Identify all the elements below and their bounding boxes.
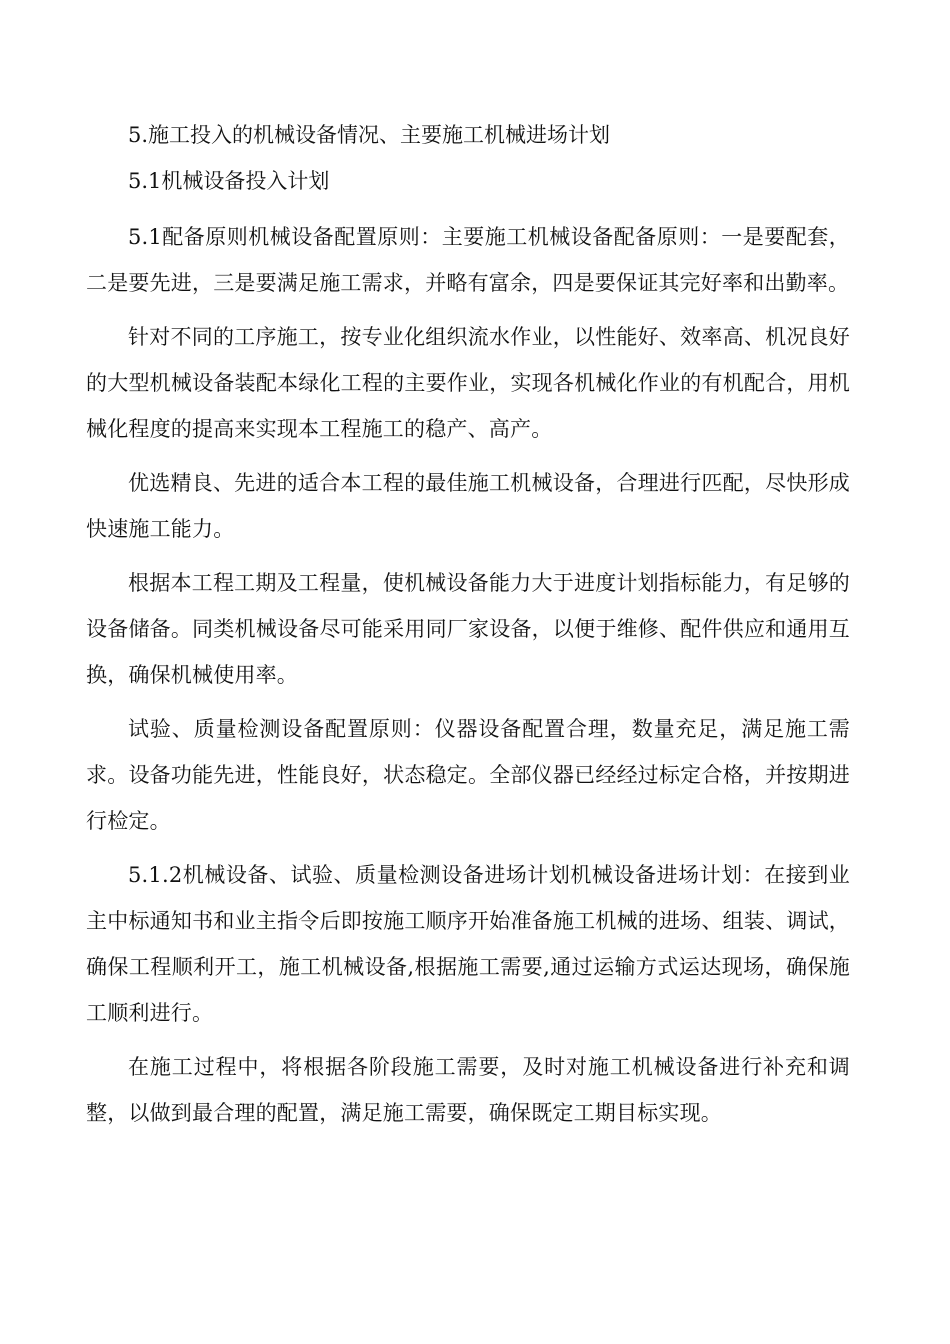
paragraph-adjustment: 在施工过程中，将根据各阶段施工需要，及时对施工机械设备进行补充和调整，以做到最合理的配置，满足施工需要，确保既定工期目标实现。	[86, 1055, 850, 1125]
paragraph-equipment-capacity: 根据本工程工期及工程量，使机械设备能力大于进度计划指标能力，有足够的设备储备。同类机械设备尽可能采用同厂家设备，以便于维修、配件供应和通用互换，确保机械使用率。	[86, 571, 850, 687]
document-body	[86, 112, 850, 1136]
section-title: 5.施工投入的机械设备情况、主要施工机械进场计划	[128, 123, 611, 147]
paragraph-best-equipment: 优选精良、先进的适合本工程的最佳施工机械设备，合理进行匹配，尽快形成快速施工能力。	[86, 471, 850, 541]
paragraph-equipment-principles: 5.1配备原则机械设备配置原则：主要施工机械设备配备原则：一是要配套，二是要先进，三是要满足施工需求，并略有富余，四是要保证其完好率和出勤率。	[86, 225, 850, 295]
paragraph-entry-plan: 5.1.2机械设备、试验、质量检测设备进场计划机械设备进场计划：在接到业主中标通知书和业主指令后即按施工顺序开始准备施工机械的进场、组装、调试，确保工程顺利开工，施工机械设备,根据施工需要,通过运输方式运达现场，确保施工顺利进行。	[86, 863, 850, 1025]
paragraph-specialized-operations: 针对不同的工序施工，按专业化组织流水作业，以性能好、效率高、机况良好的大型机械设备装配本绿化工程的主要作业，实现各机械化作业的有机配合，用机械化程度的提高来实现本工程施工的稳产、高产。	[86, 325, 850, 441]
paragraph-testing-equipment: 试验、质量检测设备配置原则：仪器设备配置合理，数量充足，满足施工需求。设备功能先进，性能良好，状态稳定。全部仪器已经经过标定合格，并按期进行检定。	[86, 717, 850, 833]
subsection-title: 5.1机械设备投入计划	[128, 169, 330, 193]
